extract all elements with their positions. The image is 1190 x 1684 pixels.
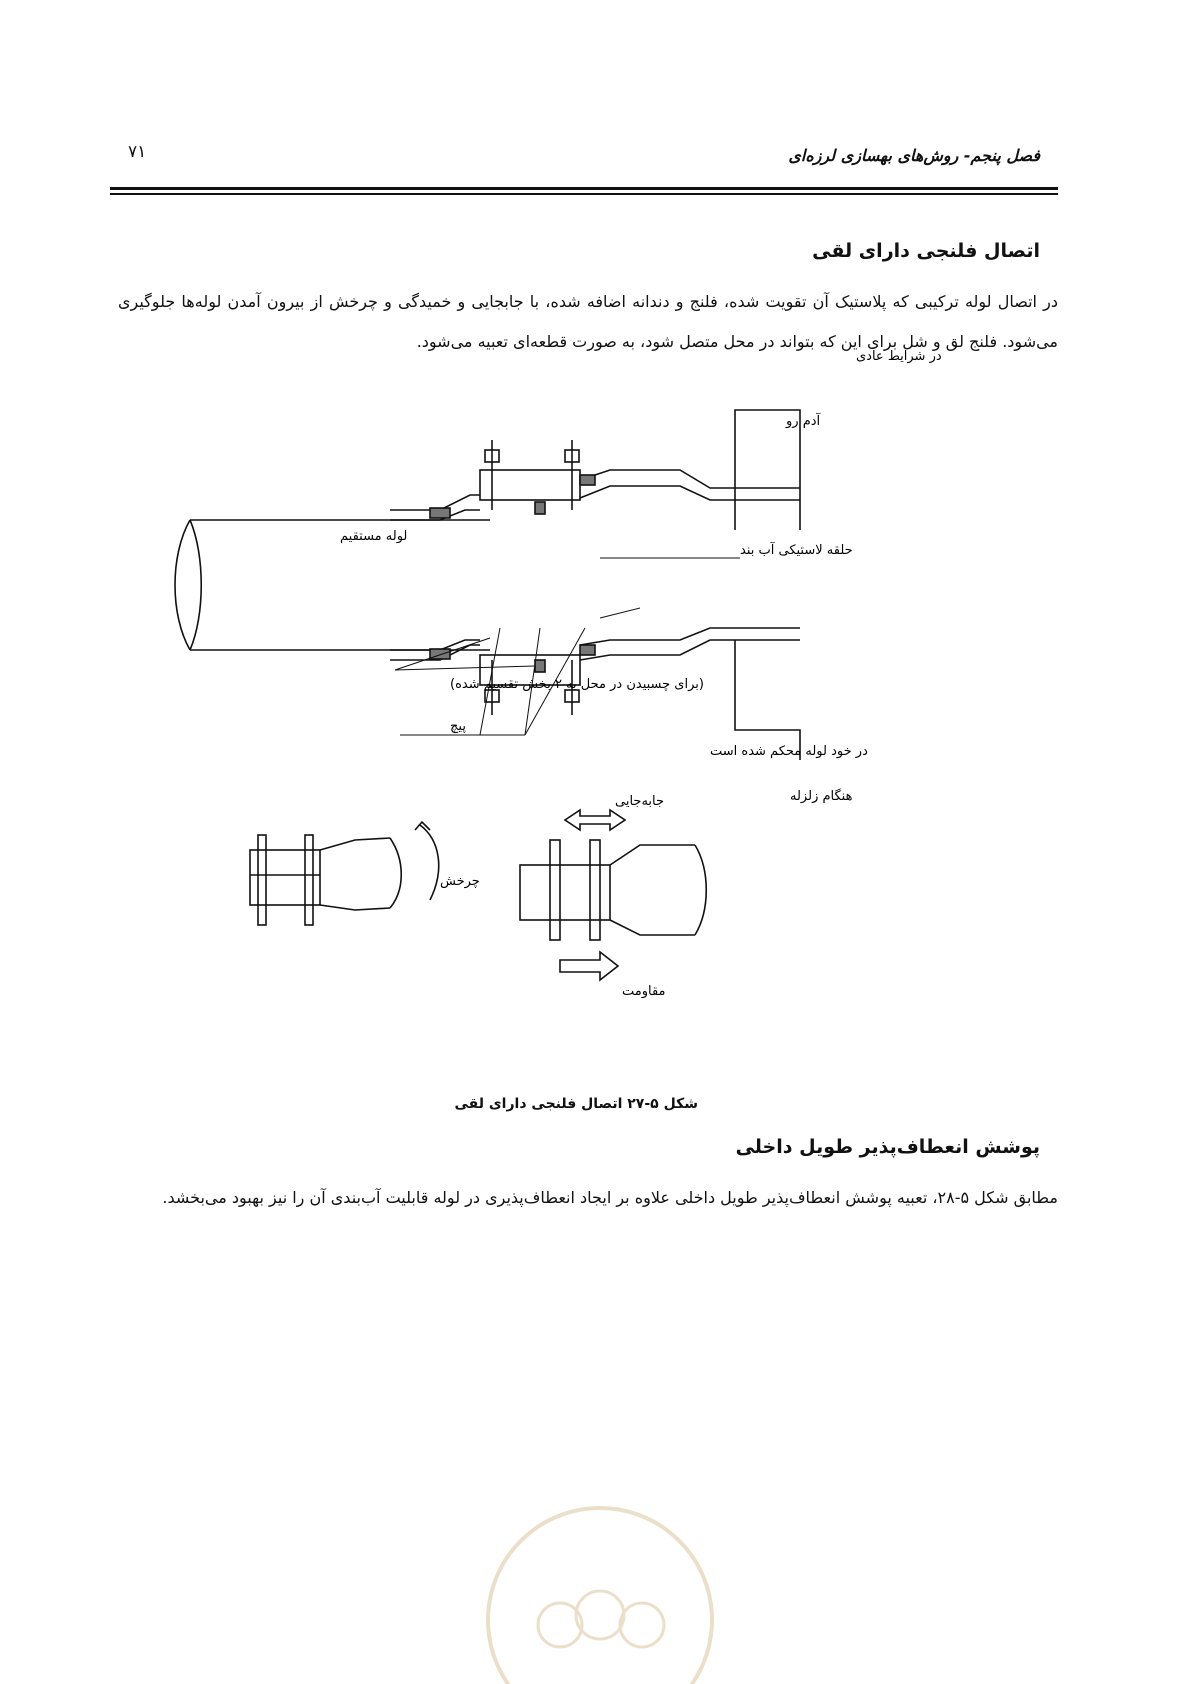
manhole-wall-bottom xyxy=(735,640,800,760)
page-number: ۷۱ xyxy=(128,142,147,162)
label-resistance: مقاومت xyxy=(622,984,666,999)
label-earthquake: هنگام زلزله xyxy=(790,789,853,804)
label-rotation: چرخش xyxy=(440,874,480,889)
figure xyxy=(140,349,942,1090)
label-bolt: پیچ xyxy=(450,719,466,734)
label-displacement: جابه‌جایی xyxy=(615,794,665,809)
label-straight-pipe: لوله مستقیم xyxy=(340,529,408,544)
pipe-end-left xyxy=(175,520,190,650)
chapter-title: فصل پنجم- روش‌های بهسازی لرزه‌ای xyxy=(788,146,1040,165)
watermark-logo xyxy=(480,1500,720,1650)
rotation-arrow xyxy=(420,825,439,900)
section-paragraph: در اتصال لوله ترکیبی که پلاستیک آن تقویت شده، فلنج و دندانه اضافه شده، با جابجایی و خمیدگی و چرخش از بیرون آمدن لوله‌ها جلوگیری می‌شود. فلنج لق و شل برای این که بتواند در محل متصل شود، به صورت قطعه‌ای تعبیه می‌شود. xyxy=(118,292,1058,351)
header-rule-thin xyxy=(110,193,1058,195)
label-split: (برای چسبیدن در محل به ۲ بخش تقسیم شده) xyxy=(450,677,704,692)
header-rule-thick xyxy=(110,187,1058,190)
pipe-end-right xyxy=(190,520,201,650)
label-manhole: آدم رو xyxy=(786,414,821,429)
label-rubber-ring: حلقه لاستیکی آب بند xyxy=(740,543,853,558)
displacement-arrow xyxy=(565,810,625,830)
figure-caption: شکل ۵-۲۷ اتصال فلنجی دارای لقی xyxy=(454,1096,698,1112)
figure-drawing xyxy=(140,349,942,1090)
section-heading-2: پوشش انعطاف‌پذیر طویل داخلی xyxy=(735,1136,1040,1158)
label-fixed: در خود لوله محکم شده است xyxy=(710,744,868,759)
section-paragraph-2: مطابق شکل ۵-۲۸، تعبیه پوشش انعطاف‌پذیر طویل داخلی علاوه بر ایجاد انعطاف‌پذیری در لوله قابلیت آب‌بندی آن را نیز بهبود می‌بخشد. xyxy=(162,1188,1058,1207)
section-heading: اتصال فلنجی دارای لقی xyxy=(812,240,1040,262)
resistance-arrow xyxy=(560,952,618,980)
label-normal: در شرایط عادی xyxy=(856,349,942,364)
